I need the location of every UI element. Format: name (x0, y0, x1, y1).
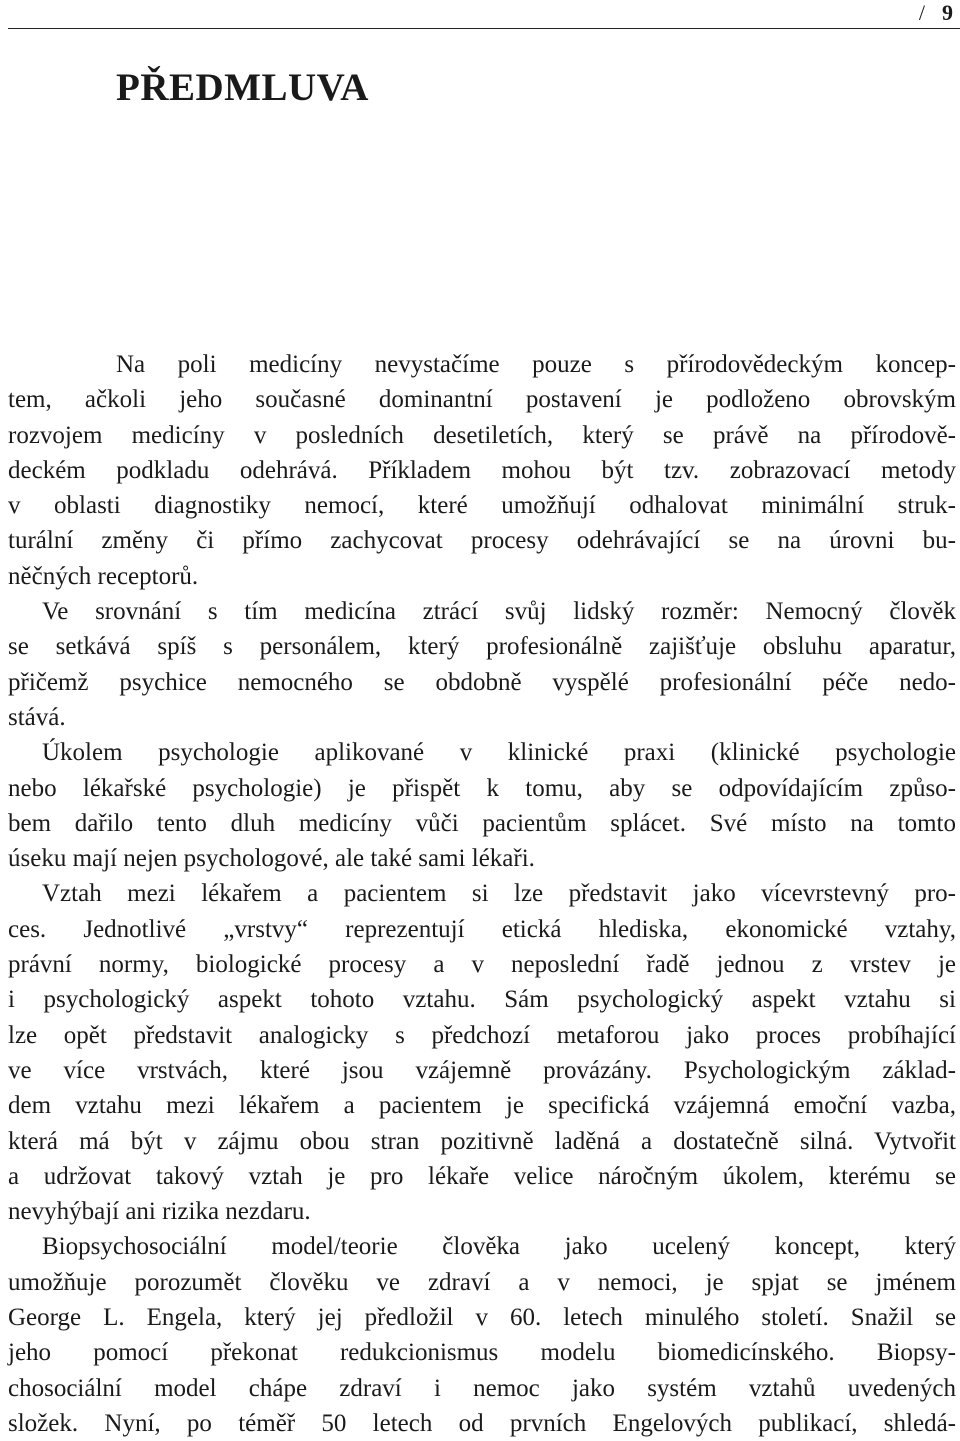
text-line: v oblasti diagnostiky nemocí, které umožňují odhalovat minimální struk- (8, 492, 956, 520)
text-line: tem, ačkoli jeho současné dominantní postavení je podloženo obrovským (8, 386, 956, 414)
text-line: Úkolem psychologie aplikované v klinické praxi (klinické psychologie (42, 739, 956, 767)
text-line: lze opět představit analogicky s předchozí metaforou jako proces probíhající (8, 1021, 956, 1049)
text-line: něčných receptorů. (8, 562, 199, 590)
header-separator: / (918, 0, 926, 25)
text-line: stává. (8, 703, 66, 731)
text-line: úseku mají nejen psychologové, ale také sami lékaři. (8, 845, 535, 873)
text-line: George L. Engela, který jej předložil v 60. letech minulého století. Snažil se (8, 1304, 956, 1332)
text-line: a udržovat takový vztah je pro lékaře velice náročným úkolem, kterému se (8, 1162, 956, 1190)
text-line: která má být v zájmu obou stran pozitivně laděná a dostatečně silná. Vytvořit (8, 1127, 956, 1155)
body-text (8, 347, 956, 1441)
text-line: se setkává spíš s personálem, který profesionálně zajišťuje obsluhu aparatur, (8, 633, 956, 661)
text-line: bem dařilo tento dluh medicíny vůči pacientům splácet. Své místo na tomto (8, 809, 956, 837)
text-line: Na poli medicíny nevystačíme pouze s přírodovědeckým koncep- (116, 351, 956, 378)
text-line: přičemž psychice nemocného se obdobně vyspělé profesionální péče nedo- (8, 668, 956, 696)
text-line: chosociální model chápe zdraví i nemoc jako systém vztahů uvedených (8, 1374, 956, 1402)
text-line: právní normy, biologické procesy a v neposlední řadě jednou z vrstev je (8, 951, 956, 979)
text-line: jeho pomocí překonat redukcionismus modelu biomedicínského. Biopsy- (8, 1339, 956, 1367)
page-number: 9 (942, 0, 954, 25)
text-line: Vztah mezi lékařem a pacientem si lze představit jako vícevrstevný pro- (42, 880, 956, 908)
chapter-title: PŘEDMLUVA (116, 66, 369, 109)
text-line: umožňuje porozumět člověku ve zdraví a v nemoci, je spjat se jménem (8, 1268, 956, 1296)
text-line: nebo lékařské psychologie) je přispět k tomu, aby se odpovídajícím způso- (8, 774, 956, 802)
text-line: dem vztahu mezi lékařem a pacientem je specifická vzájemná emoční vazba, (8, 1092, 956, 1120)
text-line: nevyhýbají ani rizika nezdaru. (8, 1198, 311, 1226)
text-line: složek. Nyní, po téměř 50 letech od prvních Engelových publikací, shledá- (8, 1409, 956, 1437)
text-line: Biopsychosociální model/teorie člověka jako ucelený koncept, který (42, 1233, 956, 1261)
text-line: Ve srovnání s tím medicína ztrácí svůj lidský rozměr: Nemocný člověk (42, 598, 956, 626)
text-line: rozvojem medicíny v posledních desetiletích, který se právě na přírodově- (8, 421, 956, 449)
text-line: i psychologický aspekt tohoto vztahu. Sám psychologický aspekt vztahu si (8, 986, 956, 1014)
text-line: deckém podkladu odehrává. Příkladem mohou být tzv. zobrazovací metody (8, 456, 956, 484)
running-header (919, 0, 954, 26)
text-line: turální změny či přímo zachycovat procesy odehrávající se na úrovni bu- (8, 527, 956, 555)
text-line: ve více vrstvách, které jsou vzájemně provázány. Psychologickým základ- (8, 1056, 956, 1084)
text-line: ces. Jednotlivé „vrstvy“ reprezentují etická hlediska, ekonomické vztahy, (8, 915, 956, 943)
header-rule (8, 28, 960, 29)
